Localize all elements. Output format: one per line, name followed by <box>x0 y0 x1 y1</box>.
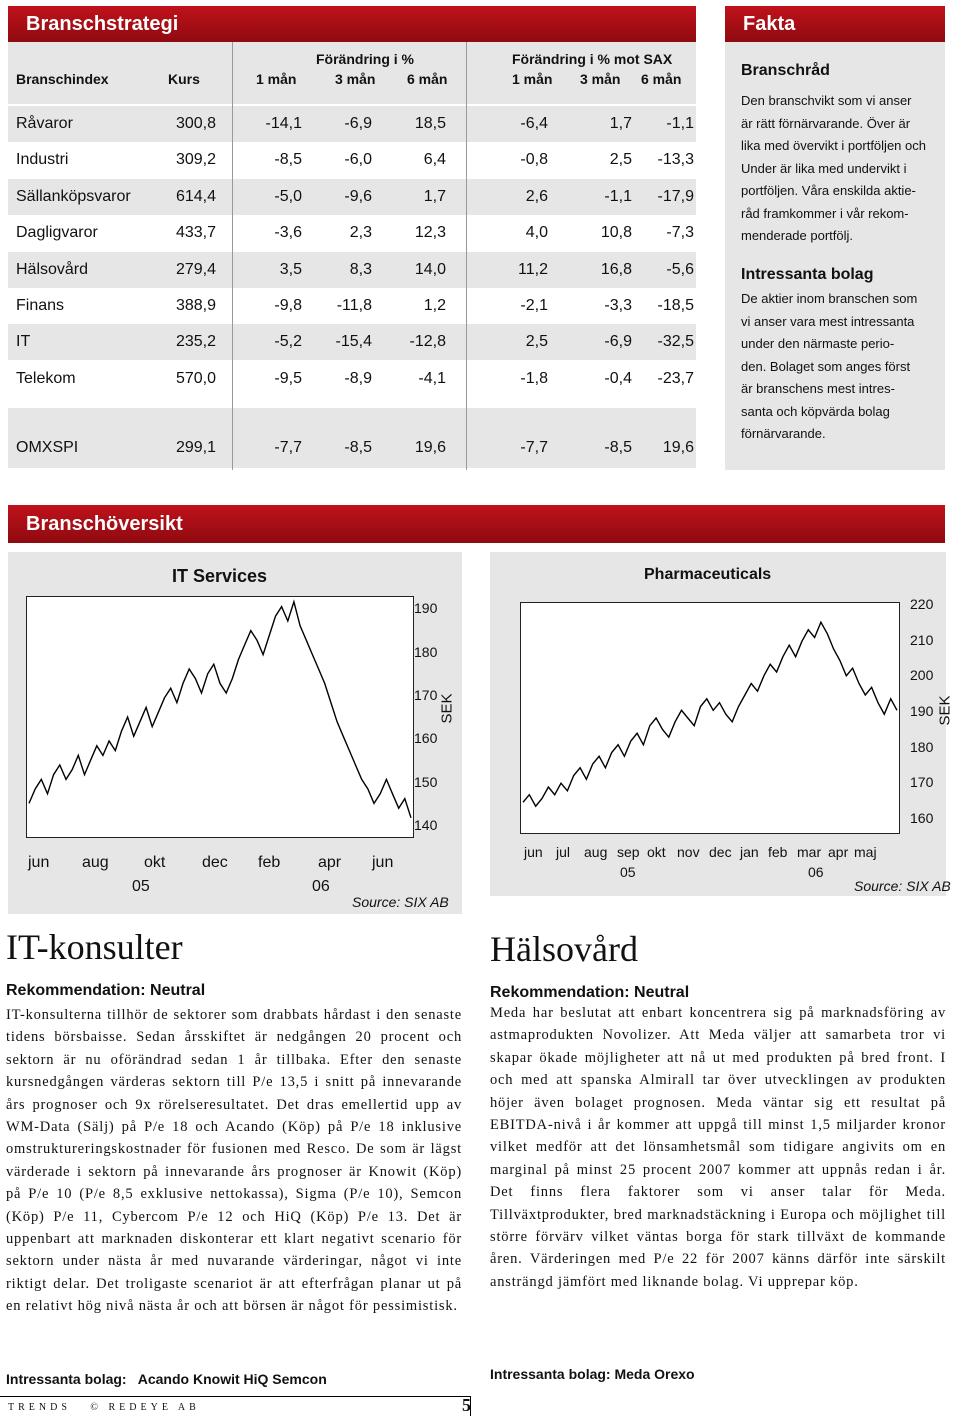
it-companies-label: Intressanta bolag: <box>6 1371 127 1387</box>
it-companies <box>6 1371 327 1387</box>
advice-text: Den branschvikt som vi anser är rätt förnärvarande. Över är lika med övervikt i portföljen och Under är lika med undervikt i portföljen. Våra enskilda aktie- råd framkommer i vår rekom- menderade portfölj. <box>741 93 926 243</box>
it-section-title: IT-konsulter <box>6 927 183 967</box>
pharma-ytick: 160 <box>910 810 934 826</box>
page-number: 5 <box>462 1395 471 1415</box>
col-1man: 1 mån <box>256 71 297 87</box>
it-recommendation: Rekommendation: Neutral <box>6 982 206 999</box>
col-kurs: Kurs <box>168 71 200 87</box>
pharma-xtick: aug <box>584 844 608 860</box>
pharma-xtick: jan <box>740 844 759 860</box>
group-header-change: Förändring i % <box>316 51 414 67</box>
footer-brand-name: TRENDS <box>8 1402 71 1413</box>
pharma-xtick: sep <box>617 844 640 860</box>
it-xtick: apr <box>318 854 342 871</box>
it-ytick: 140 <box>414 817 438 833</box>
it-ytick: 160 <box>414 730 438 746</box>
it-chart-svg <box>27 597 413 837</box>
it-xtick: okt <box>144 854 166 871</box>
table-row: Industri 309,2 -8,5 -6,0 6,4 -0,8 2,5 -13,3 <box>16 151 694 168</box>
pharma-ytick: 190 <box>910 703 934 719</box>
pharma-chart-title: Pharmaceuticals <box>644 566 772 583</box>
table-row: Hälsovård 279,4 3,5 8,3 14,0 11,2 16,8 -5,6 <box>8 252 696 288</box>
it-year: 06 <box>312 878 330 895</box>
strategy-title: Branschstrategi <box>26 13 179 35</box>
interesting-text: De aktier inom branschen som vi anser vara mest intressanta under den närmaste perio- den. Bolaget som anges först är branschens mest intres- santa och köpvärda bolag förnärvarande. <box>741 291 918 441</box>
pharma-xtick: okt <box>647 844 666 860</box>
health-section-title: Hälsovård <box>490 929 638 969</box>
pharma-xtick: feb <box>768 844 788 860</box>
pharma-ytick: 200 <box>910 667 934 683</box>
it-source: Source: SIX AB <box>352 894 449 910</box>
it-year: 05 <box>132 878 150 895</box>
group-header-sax: Förändring i % mot SAX <box>512 51 673 67</box>
health-recommendation: Rekommendation: Neutral <box>490 984 690 1001</box>
it-chart-title: IT Services <box>172 566 268 586</box>
it-ytick: 180 <box>414 644 438 660</box>
pharma-chart-svg <box>521 603 899 833</box>
pharma-ytick: 220 <box>910 596 934 612</box>
pharma-xtick: maj <box>854 844 877 860</box>
it-xtick: dec <box>202 854 228 871</box>
fakta-header <box>725 6 945 42</box>
pharma-xtick: nov <box>677 844 700 860</box>
pharma-chart-panel <box>490 552 954 896</box>
pharma-ytick: 210 <box>910 632 934 648</box>
table-divider <box>466 42 467 470</box>
it-ytick: 150 <box>414 774 438 790</box>
table-row: Finans 388,9 -9,8 -11,8 1,2 -2,1 -3,3 -18,5 <box>16 297 694 314</box>
overview-title: Branschöversikt <box>26 513 183 535</box>
it-xtick: aug <box>82 854 109 871</box>
it-ytick: 170 <box>414 687 438 703</box>
pharma-xtick: jun <box>524 844 543 860</box>
col-3man: 3 mån <box>335 71 376 87</box>
col-sax-6man: 6 mån <box>641 71 682 87</box>
it-ylabel: SEK <box>438 693 456 724</box>
pharma-ytick: 170 <box>910 774 934 790</box>
pharma-ylabel: SEK <box>936 695 954 726</box>
table-row: Telekom 570,0 -9,5 -8,9 -4,1 -1,8 -0,4 -23,7 <box>16 370 694 387</box>
table-row: Råvaror 300,8 -14,1 -6,9 18,5 -6,4 1,7 -1,1 <box>8 106 696 142</box>
health-body: Meda har beslutat att enbart koncentrera sig på marknadsföring av astmaprodukten Novolizer. Att Meda väljer att samarbeta tror vi skapar ökade möjligheter att nå ut med produkten på bred front. I och med att spanska Almirall tar över utvecklingen av produkten höjer även bolaget prognosen. Meda väntar sig ett resultat på EBITDA-nivå i år kommer att uppgå till minst 1,5 miljarder kronor vilket medför att det lönsamhetsmål som tidigare angivits om en marginal på minst 25 procent 2007 kommer att uppnås redan i år. Det finns flera faktorer som vi anser talar för Meda. Tillväxtprodukter, bred marknadstäckning i Europa och möjlighet till större förvärv vilket väntas borga för stark tillväxt de kommande åren. Värderingen med P/e 22 för 2007 känns därför inte särskilt ansträngd jämfört med liknande bolag. Vi upprepar köp. <box>490 1005 946 1290</box>
health-companies: Intressanta bolag: Meda Orexo <box>490 1366 695 1382</box>
it-xtick: jun <box>28 854 50 871</box>
it-series-line <box>29 602 411 818</box>
pharma-ytick: 180 <box>910 739 934 755</box>
it-ytick: 190 <box>414 600 438 616</box>
footer-copyright: © REDEYE AB <box>90 1402 200 1413</box>
col-6man: 6 mån <box>407 71 448 87</box>
footer-rule <box>0 1396 470 1397</box>
table-row: Dagligvaror 433,7 -3,6 2,3 12,3 4,0 10,8 -7,3 <box>16 224 694 241</box>
pharma-xtick: mar <box>797 844 822 860</box>
table-row-total: OMXSPI 299,1 -7,7 -8,5 19,6 -7,7 -8,5 19,6 <box>8 408 696 468</box>
interesting-heading: Intressanta bolag <box>741 266 874 283</box>
it-companies-list: Acando Knowit HiQ Semcon <box>137 1371 327 1387</box>
footer-brand <box>8 1402 200 1413</box>
pharma-year: 06 <box>808 864 824 880</box>
pharma-chart-plot <box>520 602 900 834</box>
col-sax-1man: 1 mån <box>512 71 553 87</box>
col-sax-3man: 3 mån <box>580 71 621 87</box>
fakta-panel <box>725 42 945 470</box>
it-chart-panel <box>8 552 462 914</box>
overview-header <box>8 505 945 543</box>
pharma-xtick: apr <box>828 844 849 860</box>
col-branschindex: Branschindex <box>16 71 109 87</box>
pharma-source: Source: SIX AB <box>854 878 951 894</box>
pharma-series-line <box>523 622 897 806</box>
pharma-xtick: jul <box>556 844 571 860</box>
it-chart-plot <box>26 596 414 838</box>
table-divider <box>232 42 233 470</box>
it-body: IT-konsulterna tillhör de sektorer som drabbats hårdast i den senaste tidens börsbaisse. Sedan årsskiftet är nedgången 20 procent och sektorn är nu oförändrad sedan 1 år tillbaka. Efter den senaste kursnedgången värderas sektorn till P/e 13,5 i snitt på innevarande års prognoser och 9x rörelseresultatet. Det dras emellertid upp av WM-Data (Sälj) på P/e 18 och Acando (Köp) på P/e 18 inklusive omstruktureringskostnader för fusionen med Resco. De som är lägst värderade i sektorn på innevarande års prognoser är Knowit (Köp) på P/e 10 (P/e 8,5 exklusive nettokassa), Sigma (P/e 10), Semcon (Köp) P/e 11, Cybercom P/e 12 och HiQ (Köp) P/e 13. Det är uppenbart att marknaden diskonterar ett klart negativt scenario för sektorn under nästa år med nuvarande värderingar, något vi inte riktigt delar. Det troligaste scenariot är att efterfrågan planar ut på en relativt hög nivå nästa år och att börsen är något för pessimistisk. <box>6 1007 462 1315</box>
table-row: IT 235,2 -5,2 -15,4 -12,8 2,5 -6,9 -32,5 <box>8 324 696 360</box>
it-xtick: jun <box>372 854 394 871</box>
pharma-xtick: dec <box>709 844 732 860</box>
strategy-header <box>8 6 696 42</box>
advice-heading: Branschråd <box>741 62 830 79</box>
pharma-year: 05 <box>620 864 636 880</box>
it-xtick: feb <box>258 854 281 871</box>
table-row: Sällanköpsvaror 614,4 -5,0 -9,6 1,7 2,6 -1,1 -17,9 <box>8 179 696 215</box>
fakta-title: Fakta <box>743 13 796 35</box>
